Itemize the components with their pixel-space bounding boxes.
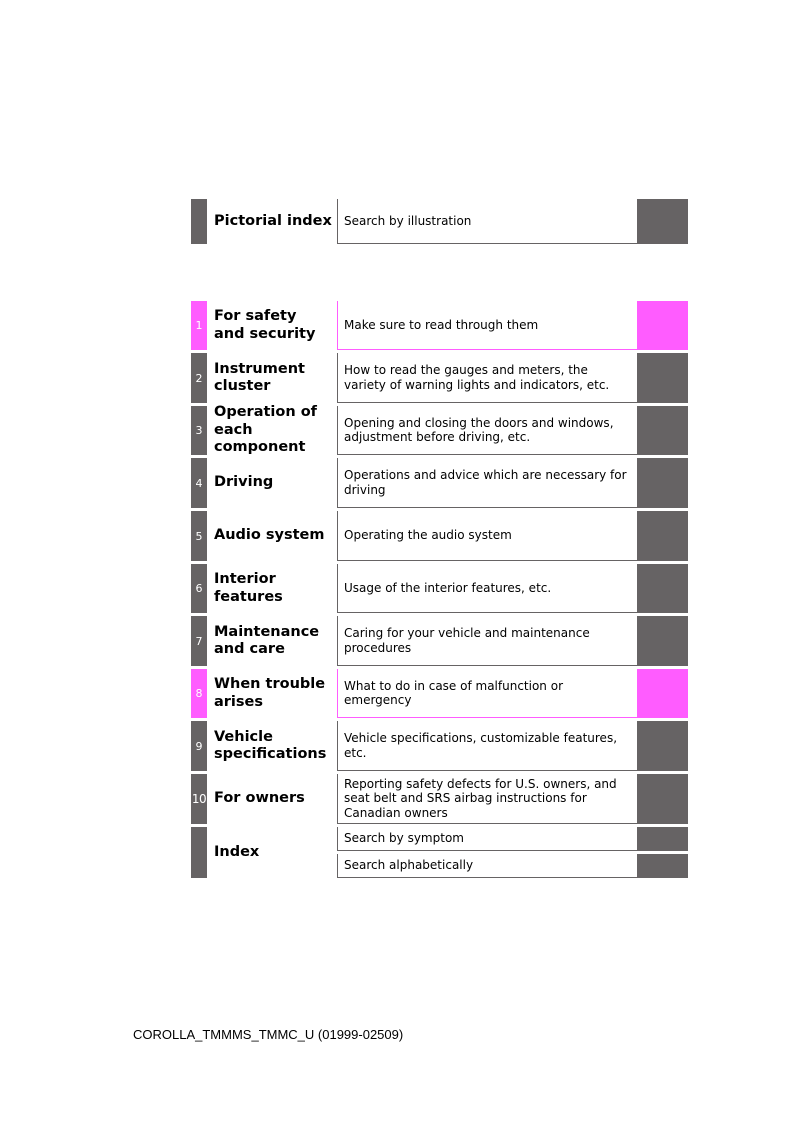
chapter-description: What to do in case of malfunction or emergency (337, 669, 637, 718)
chapter-number-tab: 10 (191, 774, 207, 824)
chapter-description: Usage of the interior features, etc. (337, 564, 637, 613)
chapter-description: How to read the gauges and meters, the variety of warning lights and indicators, etc. (337, 353, 637, 403)
index-block-symptom (637, 827, 688, 851)
chapter-description: Caring for your vehicle and maintenance procedures (337, 616, 637, 666)
chapter-row[interactable] (191, 353, 688, 403)
pictorial-index-row[interactable] (191, 199, 688, 244)
document-code: COROLLA_TMMMS_TMMC_U (01999-02509) (133, 1027, 404, 1042)
chapter-row[interactable] (191, 458, 688, 508)
pictorial-index-description: Search by illustration (337, 199, 637, 244)
chapter-title: Interior features (214, 571, 283, 605)
chapter-title: Operation of each component (214, 404, 317, 456)
chapter-title: Driving (214, 474, 274, 491)
chapter-number-tab: 6 (191, 564, 207, 613)
chapter-color-block (637, 511, 688, 561)
chapter-row[interactable] (191, 616, 688, 666)
chapter-row[interactable] (191, 721, 688, 771)
chapter-color-block (637, 721, 688, 771)
index-title: Index (214, 843, 260, 860)
chapter-number-tab: 2 (191, 353, 207, 403)
chapter-number-tab: 8 (191, 669, 207, 718)
pictorial-index-tab (191, 199, 207, 244)
chapter-color-block (637, 616, 688, 666)
chapter-description: Reporting safety defects for U.S. owners, and seat belt and SRS airbag instructions for Canadian owners (337, 774, 637, 824)
chapter-color-block (637, 406, 688, 455)
chapter-color-block (637, 669, 688, 718)
chapter-color-block (637, 774, 688, 824)
pictorial-index-title: Pictorial index (214, 212, 332, 229)
chapter-description: Operations and advice which are necessary for driving (337, 458, 637, 508)
chapter-number-tab: 1 (191, 301, 207, 350)
chapter-title: Maintenance and care (214, 623, 320, 657)
chapter-title: When trouble arises (214, 676, 326, 710)
chapter-row[interactable] (191, 774, 688, 824)
chapter-number-tab: 9 (191, 721, 207, 771)
chapter-row[interactable] (191, 406, 688, 455)
chapter-description: Make sure to read through them (337, 301, 637, 350)
chapter-number-tab: 4 (191, 458, 207, 508)
chapter-color-block (637, 301, 688, 350)
index-entry-alphabetical[interactable]: Search alphabetically (337, 854, 637, 878)
chapter-color-block (637, 458, 688, 508)
chapter-title: For safety and security (214, 308, 316, 342)
chapter-number-tab: 5 (191, 511, 207, 561)
chapter-title: Instrument cluster (214, 360, 305, 394)
chapter-title: For owners (214, 790, 305, 807)
chapter-color-block (637, 353, 688, 403)
index-entry-symptom[interactable]: Search by symptom (337, 827, 637, 851)
pictorial-index-block (637, 199, 688, 244)
chapter-number-tab: 7 (191, 616, 207, 666)
chapter-color-block (637, 564, 688, 613)
chapter-description: Opening and closing the doors and windows, adjustment before driving, etc. (337, 406, 637, 455)
chapter-number-tab: 3 (191, 406, 207, 455)
chapter-description: Operating the audio system (337, 511, 637, 561)
chapter-row[interactable] (191, 669, 688, 718)
chapter-title: Vehicle specifications (214, 728, 327, 762)
chapter-row[interactable] (191, 301, 688, 350)
index-row[interactable] (191, 827, 688, 878)
index-tab (191, 827, 207, 878)
index-block-alphabetical (637, 854, 688, 878)
chapter-row[interactable] (191, 564, 688, 613)
chapter-description: Vehicle specifications, customizable features, etc. (337, 721, 637, 771)
chapter-title: Audio system (214, 527, 325, 544)
chapter-row[interactable] (191, 511, 688, 561)
